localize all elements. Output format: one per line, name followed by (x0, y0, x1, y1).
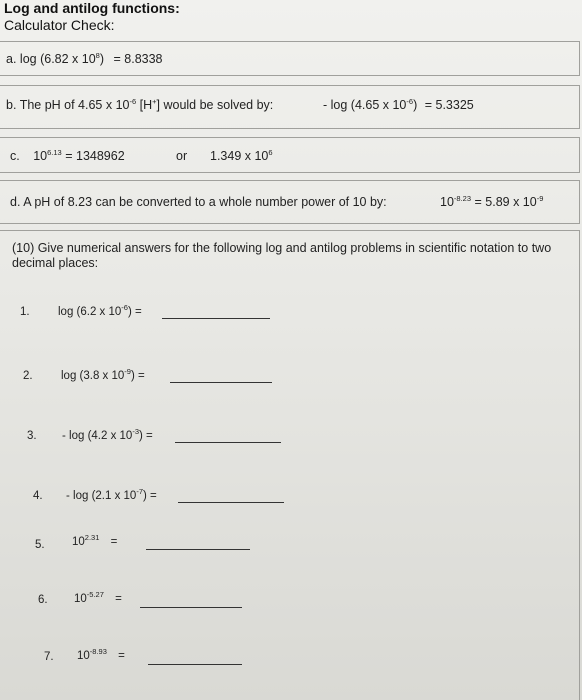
example-b-box (0, 85, 580, 129)
problem-4-expression: - log (2.1 x $10^{-7}$) = (66, 487, 157, 502)
problem-2-number: 2. (23, 370, 33, 382)
example-c-box (0, 137, 580, 173)
example-a-box (0, 41, 580, 76)
example-c-alt: 1.349 x $10^6$ (210, 147, 273, 163)
page-title: Log and antilog functions: (4, 0, 180, 16)
page-subtitle: Calculator Check: (4, 17, 115, 33)
problems-box (0, 230, 580, 700)
problem-4-answer-blank[interactable] (178, 502, 284, 503)
problem-3-answer-blank[interactable] (175, 442, 281, 443)
problem-3-expression: - log (4.2 x $10^{-3}$) = (62, 427, 153, 442)
problem-7-expression: $10^{-8.93}$ = (77, 647, 125, 662)
example-d-question: d. A pH of 8.23 can be converted to a whole number power of 10 by: (10, 195, 387, 209)
problem-2-expression: log (3.8 x $10^{-9}$) = (61, 367, 145, 382)
problem-5-expression: $10^{2.31}$ = (72, 533, 118, 548)
example-b-question: b. The pH of 4.65 x $10^{-6}$ [H+] would be solved by: (6, 96, 274, 112)
instructions: (10) Give numerical answers for the following log and antilog problems in scientific notation to two decimal places: (12, 241, 552, 270)
problem-2-answer-blank[interactable] (170, 382, 272, 383)
example-c: c. $10^{6.13} = 1348962$ (10, 147, 125, 163)
problem-3-number: 3. (27, 430, 37, 442)
problem-5-number: 5. (35, 539, 45, 551)
example-d-answer: $10^{-8.23} = 5.89$ x $10^{-9}$ (440, 193, 544, 209)
problem-7-answer-blank[interactable] (148, 664, 242, 665)
problem-7-number: 7. (44, 651, 54, 663)
problem-1-expression: log (6.2 x $10^{-6}$) = (58, 303, 142, 318)
example-c-or: or (176, 149, 188, 163)
problem-5-answer-blank[interactable] (146, 549, 250, 550)
example-a: a. log (6.82 x $10^8) = 8.8338$ (6, 50, 163, 66)
problem-6-number: 6. (38, 594, 48, 606)
example-b-answer: - log (4.65 x $10^{-6}) = 5.3325$ (323, 96, 474, 112)
problem-6-expression: $10^{-5.27}$ = (74, 590, 122, 605)
example-d-box (0, 180, 580, 224)
problem-4-number: 4. (33, 490, 43, 502)
problem-6-answer-blank[interactable] (140, 607, 242, 608)
problem-1-answer-blank[interactable] (162, 318, 270, 319)
problem-1-number: 1. (20, 306, 30, 318)
